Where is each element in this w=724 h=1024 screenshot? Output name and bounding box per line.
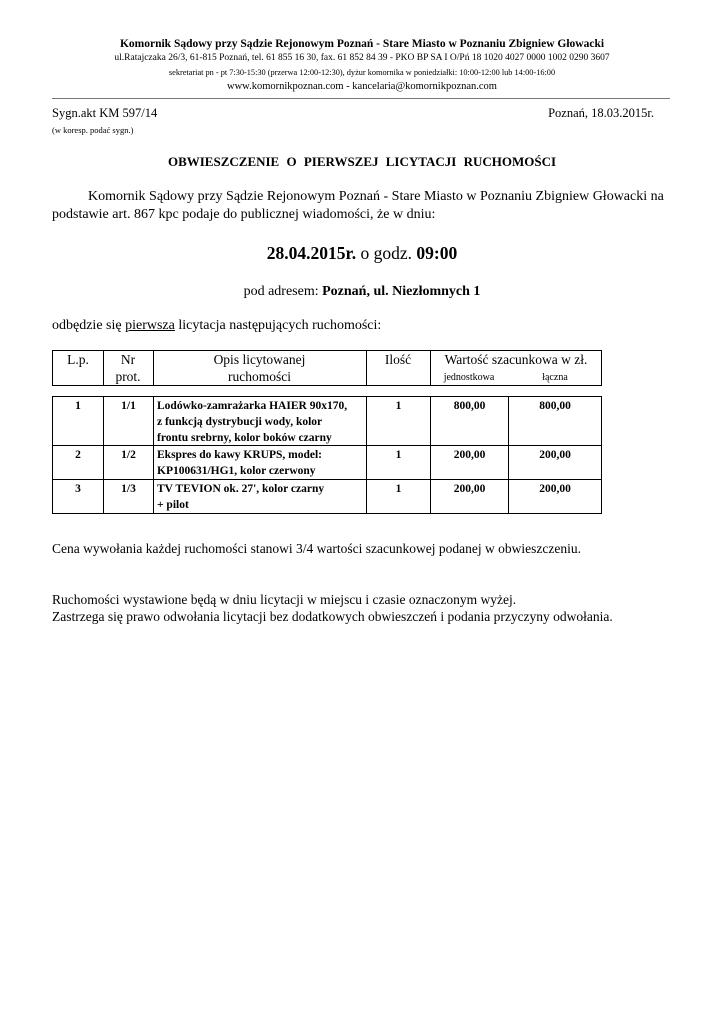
header-ilosc: Ilość [384, 352, 412, 367]
auction-time: 09:00 [416, 243, 458, 263]
cell-ilosc: 1 [366, 397, 430, 445]
auction-date: 28.04.2015r. [266, 243, 357, 263]
lead-before: odbędzie się [52, 318, 126, 333]
cell-laczna: 200,00 [508, 446, 601, 479]
office-hours: sekretariat pn - pt 7:30-15:30 (przerwa 12:00-12:30), dyżur komornika w poniedziałki: 10:00-12:00 lub 14:00-16:00 [168, 68, 556, 77]
items-table [52, 396, 602, 514]
cell-nr: 1/1 [103, 397, 153, 445]
address-prefix: pod adresem: [243, 284, 323, 299]
header-prot: prot. [115, 369, 141, 384]
auction-time-label: o godz. [356, 243, 417, 263]
auction-address: Poznań, ul. Niezłomnych 1 [322, 284, 481, 299]
auction-datetime [0, 243, 724, 264]
table-row [53, 445, 601, 479]
table-row [53, 397, 601, 445]
intro-paragraph: Komornik Sądowy przy Sądzie Rejonowym Poznań - Stare Miasto w Poznaniu Zbigniew Głowacki na podstawie art. 867 kpc podaje do publicznej wiadomości, że w dniu: [52, 189, 664, 222]
header-nr: Nr [120, 352, 136, 367]
starting-price-note: Cena wywołania każdej ruchomości stanowi 3/4 wartości szacunkowej podanej w obwieszczeniu. [52, 541, 581, 556]
document-title: OBWIESZCZENIE O PIERWSZEJ LICYTACJI RUCHOMOŚCI [167, 154, 557, 169]
header-jednostkowa: jednostkowa [443, 372, 495, 383]
cell-lp: 2 [75, 449, 81, 461]
opis-line: KP100631/HG1, kolor czerwony [157, 465, 316, 477]
table-row [53, 479, 601, 513]
opis-line: Ekspres do kawy KRUPS, model: [157, 449, 322, 461]
lead-after: licytacja następujących ruchomości: [174, 318, 382, 333]
cell-jednostkowa: 800,00 [430, 397, 508, 445]
office-address: ul.Ratajczaka 26/3, 61-815 Poznań, tel. 61 855 16 30, fax. 61 852 84 39 - PKO BP SA I O/Pń 18 1020 4027 0000 1002 0290 3607 [114, 53, 610, 63]
header-ruchomosci: ruchomości [228, 369, 291, 384]
cell-ilosc: 1 [366, 446, 430, 479]
case-signature: Sygn.akt KM 597/14 [52, 106, 158, 120]
footer-line-2: Zastrzega się prawo odwołania licytacji bez dodatkowych obwieszczeń i podania przyczyny odwołania. [52, 609, 613, 624]
lead-sentence [52, 318, 381, 334]
correspondence-note: (w koresp. podać sygn.) [52, 125, 134, 135]
cell-lp: 3 [75, 483, 81, 495]
opis-line: TV TEVION ok. 27', kolor czarny [157, 483, 325, 495]
cell-opis [153, 480, 366, 513]
lead-underlined: pierwsza [125, 318, 175, 333]
opis-line: frontu srebrny, kolor boków czarny [157, 432, 332, 444]
cell-nr: 1/2 [103, 446, 153, 479]
header-wartosc: Wartość szacunkowa w zł. [444, 352, 588, 367]
cell-laczna: 800,00 [508, 397, 601, 445]
cell-opis [153, 446, 366, 479]
cell-laczna: 200,00 [508, 480, 601, 513]
opis-line: z funkcją dystrybucji wody, kolor [157, 416, 323, 428]
opis-line: Lodówko-zamrażarka HAIER 90x170, [157, 400, 348, 412]
header-lp: L.p. [67, 352, 89, 367]
office-contact: www.komornikpoznan.com - kancelaria@komornikpoznan.com [227, 81, 497, 92]
header-opis: Opis licytowanej [213, 352, 306, 367]
auction-address-line [0, 284, 724, 300]
cell-lp: 1 [75, 400, 81, 412]
office-name: Komornik Sądowy przy Sądzie Rejonowym Poznań - Stare Miasto w Poznaniu Zbigniew Głowacki [119, 38, 605, 50]
place-date: Poznań, 18.03.2015r. [548, 106, 654, 120]
opis-line: + pilot [157, 499, 189, 511]
header-laczna: łączna [542, 372, 568, 383]
table-header [52, 350, 602, 386]
cell-ilosc: 1 [366, 480, 430, 513]
footer-line-1: Ruchomości wystawione będą w dniu licytacji w miejscu i czasie oznaczonym wyżej. [52, 592, 517, 607]
header-divider [52, 98, 670, 99]
cell-opis [153, 397, 366, 445]
cell-nr: 1/3 [103, 480, 153, 513]
cell-jednostkowa: 200,00 [430, 446, 508, 479]
cell-jednostkowa: 200,00 [430, 480, 508, 513]
